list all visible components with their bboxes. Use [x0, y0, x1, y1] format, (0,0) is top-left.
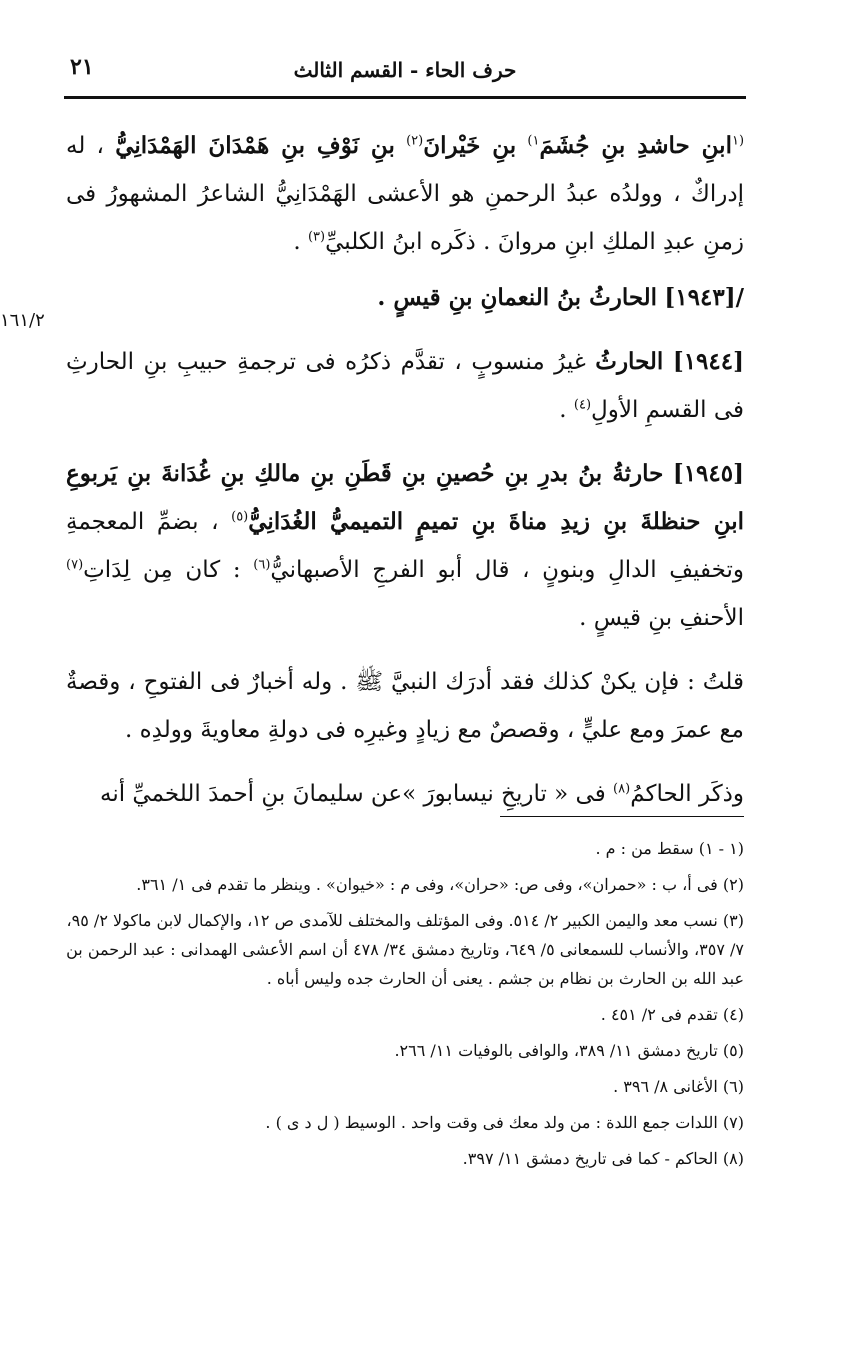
footnote-ref: (١	[731, 133, 745, 149]
footnote-text: سقط من : م .	[595, 839, 694, 858]
paragraph-6	[66, 770, 744, 818]
entry-1945	[66, 450, 744, 642]
entry-number: /[١٩٤٣]	[664, 284, 744, 311]
paragraph-text: فى « تاريخِ نيسابورَ »عن سليمانَ بنِ أحمدَ اللخميِّ أنه	[100, 781, 606, 807]
paragraph-text: الأحنفِ بنِ قيسٍ .	[579, 605, 744, 631]
footnote-text: تقدم فى ٢/ ٤٥١ .	[600, 1005, 718, 1024]
footnote-item	[66, 834, 744, 863]
footnote-number: (٧)	[722, 1113, 744, 1132]
footnote-item	[66, 1144, 744, 1173]
entry-1944	[66, 338, 744, 434]
footnote-number: (٢)	[722, 875, 744, 894]
header-rule	[64, 96, 746, 99]
paragraph-text: .	[559, 397, 574, 423]
footnote-item	[66, 1072, 744, 1101]
paragraph-text: غيرُ منسوبٍ ، تقدَّم ذكرُه فى ترجمةِ حبيبِ بنِ الحارثِ فى القسمِ الأولِ	[66, 349, 744, 423]
footnote-ref: (٥)	[231, 509, 249, 525]
footnote-text: نسب معد واليمن الكبير ٢/ ٥١٤. وفى المؤتلف والمختلف للآمدى ص ١٢، والإكمال لابن ماكولا ٢/ ٩٥، ٧/ ٣٥٧، والأنساب للسمعانى ٥/ ٦٤٩، وتاريخ دمشق ٣٤/ ٤٧٨ أن اسم الأعشى الهمدانى : عبد الرحمن بن عبد الله بن الحارث بن نظام بن جشم . يعنى أن الحارث جده وليس أباه .	[66, 911, 744, 988]
paragraph-text: ، بضمِّ المعجمةِ وتخفيفِ الدالِ وبنونٍ ، قال أبو الفرجِ الأصبهانيُّ	[66, 509, 745, 583]
footnote-ref: (٤)	[573, 397, 592, 413]
paragraph-1	[66, 122, 744, 266]
footnote-item	[66, 906, 744, 993]
entry-title: حارثةُ بنُ بدرِ بنِ حُصينِ بنِ قَطَنِ بنِ مالكِ بنِ غُدَانةَ بنِ يَربوعِ ابنِ حنظلةَ بنِ زيدِ مناةَ بنِ تميمٍ التميميُّ الغُدَانِيُّ	[66, 460, 744, 535]
entry-title: الحارثُ	[595, 348, 664, 375]
footnote-number: (٣)	[722, 911, 744, 930]
main-text	[66, 122, 744, 834]
paragraph-5	[66, 658, 744, 754]
paragraph-text: ، له إدراكٌ ، وولدُه عبدُ الرحمنِ هو الأعشى الهَمْدَانِيُّ الشاعرُ المشهورُ فى زمنِ عبدِ الملكِ ابنِ مروانَ . ذكَره ابنُ الكلبيِّ	[66, 133, 744, 255]
running-header	[66, 52, 744, 92]
footnote-text: الحاكم - كما فى تاريخ دمشق ١١/ ٣٩٧.	[462, 1149, 718, 1168]
footnote-separator	[500, 816, 744, 817]
entry-number: [١٩٤٥]	[672, 460, 745, 487]
entry-lineage: ابنِ حاشدِ بنِ جُشَمَ	[539, 132, 732, 159]
footnote-text: تاريخ دمشق ١١/ ٣٨٩، والوافى بالوفيات ١١/ ٢٦٦.	[394, 1041, 718, 1060]
footnote-number: (٥)	[722, 1041, 744, 1060]
footnote-ref: (٦)	[253, 557, 271, 573]
footnote-number: (١ - ١)	[698, 839, 744, 858]
margin-reference: ١٦١/٢	[0, 310, 45, 331]
paragraph-text: : كان مِن لِدَاتِ	[83, 557, 241, 583]
footnote-text: الأغانى ٨/ ٣٩٦ .	[613, 1077, 718, 1096]
footnote-ref: (٧)	[66, 557, 84, 573]
footnote-item	[66, 1036, 744, 1065]
footnote-ref: ١)	[527, 133, 540, 149]
footnote-item	[66, 1000, 744, 1029]
footnote-text: فى أ، ب : «حمران»، وفى ص: «حران»، وفى م : «خيوان» . وينظر ما تقدم فى ١/ ٣٦١.	[136, 875, 718, 894]
entry-number: [١٩٤٤]	[672, 348, 745, 375]
paragraph-text: .	[293, 229, 308, 255]
entry-1943	[66, 274, 744, 322]
paragraph-text: قلتُ : فإن يكنْ كذلك فقد أدرَك النبيَّ ﷺ . وله أخبارٌ فى الفتوحِ ، وقصةٌ مع عمرَ ومع عليٍّ ، وقصصٌ مع زيادٍ وغيرِه فى دولةِ معاويةَ وولدِه .	[66, 669, 744, 743]
footnote-item	[66, 1108, 744, 1137]
footnote-text: اللدات جمع اللدة : من ولد معك فى وقت واحد . الوسيط ( ل د ى ) .	[265, 1113, 718, 1132]
page-number: ٢١	[70, 54, 94, 80]
entry-lineage: بنِ خَيْرانَ	[423, 132, 517, 159]
header-title: حرف الحاء - القسم الثالث	[293, 58, 517, 82]
footnote-ref: (٢)	[406, 133, 424, 149]
entry-lineage: بنِ نَوْفِ بنِ هَمْدَانَ الهَمْدَانِيُّ	[115, 132, 395, 159]
footnote-ref: (٨)	[613, 781, 631, 797]
footnotes	[66, 834, 744, 1180]
footnote-item	[66, 870, 744, 899]
footnote-number: (٤)	[722, 1005, 744, 1024]
paragraph-text: وذكَر الحاكمُ	[630, 781, 744, 807]
entry-title: الحارثُ بنُ النعمانِ بنِ قيسٍ .	[377, 284, 658, 311]
footnote-number: (٨)	[722, 1149, 744, 1168]
footnote-ref: (٣)	[307, 229, 326, 245]
footnote-number: (٦)	[722, 1077, 744, 1096]
